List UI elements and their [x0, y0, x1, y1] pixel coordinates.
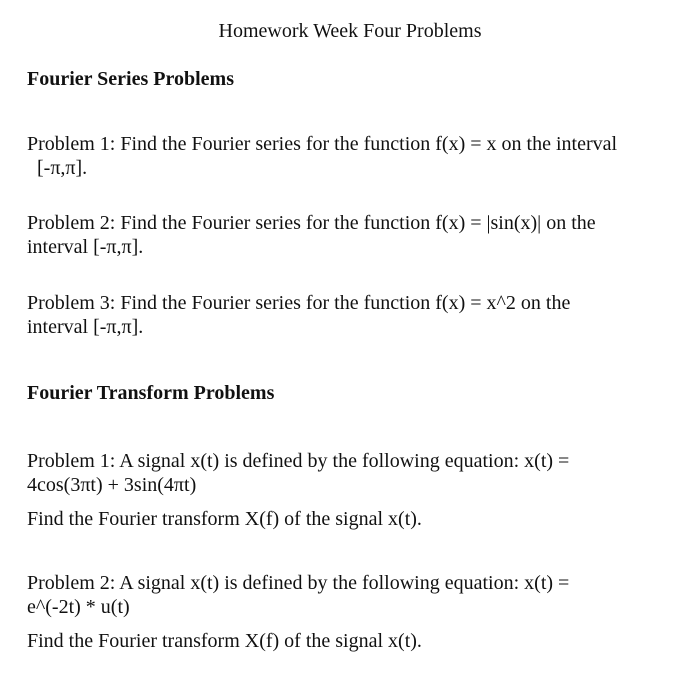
series-problem-1-line-2: [-π,π]. [37, 157, 88, 179]
transform-problem-2-line-1: Problem 2: A signal x(t) is defined by the following equation: x(t) = [27, 572, 570, 594]
series-problem-3-line-1: Problem 3: Find the Fourier series for the function f(x) = x^2 on the [27, 292, 571, 314]
transform-problem-1-line-1: Problem 1: A signal x(t) is defined by the following equation: x(t) = [27, 450, 570, 472]
series-section-heading: Fourier Series Problems [27, 68, 234, 90]
transform-problem-2-instruction: Find the Fourier transform X(f) of the signal x(t). [27, 630, 422, 652]
transform-section-heading: Fourier Transform Problems [27, 382, 275, 404]
series-problem-2-line-2: interval [-π,π]. [27, 236, 144, 258]
series-problem-3-line-2: interval [-π,π]. [27, 316, 144, 338]
series-problem-1-line-1: Problem 1: Find the Fourier series for the function f(x) = x on the interval [27, 133, 618, 155]
transform-problem-2-line-2: e^(-2t) * u(t) [27, 596, 130, 618]
series-problem-2-line-1: Problem 2: Find the Fourier series for the function f(x) = |sin(x)| on the [27, 212, 596, 234]
document-title: Homework Week Four Problems [218, 20, 482, 42]
transform-problem-1-line-2: 4cos(3πt) + 3sin(4πt) [27, 474, 197, 496]
transform-problem-1-instruction: Find the Fourier transform X(f) of the signal x(t). [27, 508, 422, 530]
